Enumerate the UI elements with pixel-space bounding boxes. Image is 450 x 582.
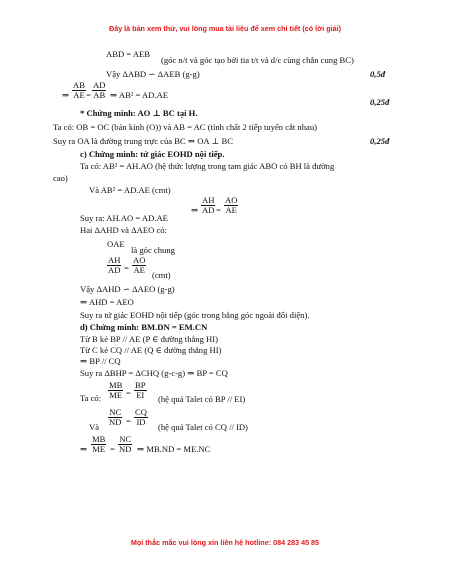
score-label: 0,25đ — [370, 136, 390, 146]
fraction-bp-ei — [134, 381, 147, 400]
equals-sign: = — [124, 263, 129, 273]
equals-sign: = — [126, 388, 131, 398]
text-line: Hai ΔAHD và ΔAEO có: — [80, 225, 167, 235]
text-line: Vậy ΔAHD ∽ ΔAEO (g-g) — [80, 284, 175, 294]
fraction-denominator: AE — [225, 205, 237, 215]
implies-arrow: ⇒ — [80, 444, 88, 454]
reason-line: Ta có: OB = OC (bán kính (O)) và AB = AC (tính chất 2 tiếp tuyến cắt nhau) — [53, 122, 317, 132]
fraction-ah-ad — [107, 256, 121, 275]
fraction-denominator: EI — [136, 390, 145, 400]
fraction-denominator: ME — [92, 444, 106, 454]
fraction-numerator: MB — [92, 434, 106, 444]
fraction-denominator: AD — [108, 265, 121, 275]
implies-arrow: ⇒ — [191, 205, 199, 215]
text-line: Ta có: — [80, 393, 102, 403]
text-line: Suy ra ΔBHP = ΔCHQ (g-c-g) ⇒ BP = CQ — [80, 368, 228, 378]
fraction-numerator: AO — [225, 195, 238, 205]
score-label: 0,5đ — [370, 69, 386, 79]
preview-notice-banner: Đây là bản xem thử, vui lòng mua tài liệu để xem chi tiết (có lời giải) — [109, 24, 341, 33]
fraction-ab-ae — [72, 81, 86, 100]
fraction-denominator: ME — [109, 390, 123, 400]
section-title-c: c) Chứng minh: tứ giác EOHD nội tiếp. — [80, 149, 225, 159]
text-line: Suy ra tứ giác EOHD nội tiếp (góc trong bằng góc ngoài đối diện). — [80, 310, 310, 320]
angle-equality-reason: (góc n/t và góc tạo bởi tia t/t và d/c cùng chắn cung BC) — [161, 55, 354, 65]
angle-equality-math: ABD = AEB — [106, 49, 151, 59]
text-line: (hệ quả Talet có CQ // ID) — [158, 422, 248, 432]
fraction-denominator: AD — [202, 205, 215, 215]
fraction-numerator: AH — [108, 255, 121, 265]
text-line: Và AB² = AD.AE (cmt) — [89, 185, 171, 195]
fraction-nc-nd — [118, 435, 132, 454]
text-line: Và — [89, 422, 100, 432]
fraction-mb-me — [91, 435, 106, 454]
ab-squared-result: ⇒ AB² = AD.AE — [110, 90, 169, 100]
fraction-denominator: ID — [136, 417, 146, 427]
angle-equality-math: ⇒ AHD = AEO — [80, 297, 134, 307]
similar-triangles-line: Vậy ΔABD ∽ ΔAEB (g-g) — [106, 69, 200, 79]
fraction-numerator: AD — [93, 80, 106, 90]
fraction-numerator: AB — [73, 80, 85, 90]
fraction-cq-id — [134, 408, 148, 427]
text-line: là góc chung — [131, 245, 175, 255]
text-line: Từ B kẻ BP // AE (P ∈ đường thẳng HI) — [80, 334, 218, 344]
angle-equality-line — [106, 49, 150, 59]
section-title-d: d) Chứng minh: BM.DN = EM.CN — [80, 322, 208, 332]
text-line: Ta có: AB² = AH.AO (hệ thức lượng trong tam giác ABO có BH là đường — [80, 161, 335, 171]
score-label: 0,25đ — [370, 97, 390, 107]
equals-sign: = — [216, 205, 221, 215]
implies-arrow: ⇒ — [62, 90, 70, 100]
fraction-denominator: ND — [119, 444, 132, 454]
text-line: (cmt) — [152, 270, 171, 280]
fraction-numerator: AH — [202, 195, 215, 205]
conclusion-line: Suy ra OA là đường trung trực của BC ⇒ OA ⊥ BC — [53, 136, 233, 146]
equals-sign: = — [110, 444, 115, 454]
fraction-ao-ae — [224, 196, 238, 215]
fraction-denominator: AE — [133, 265, 145, 275]
fraction-numerator: CQ — [135, 407, 147, 417]
fraction-numerator: BP — [135, 380, 146, 390]
fraction-numerator: NC — [119, 434, 132, 444]
fraction-numerator: AO — [133, 255, 146, 265]
text-line: ⇒ BP // CQ — [80, 356, 121, 366]
fraction-nc-nd — [108, 408, 122, 427]
section-title-ao-perp-bc: * Chứng minh: AO ⊥ BC tại H. — [80, 108, 198, 118]
fraction-ad-ab — [92, 81, 106, 100]
angle-oae-math: OAE — [107, 239, 125, 249]
hotline-footer: Mọi thắc mắc vui lòng xin liên hệ hotline: 084 283 45 85 — [130, 538, 320, 547]
equals-sign: = — [86, 90, 91, 100]
fraction-denominator: AB — [93, 90, 106, 100]
fraction-ah-ad — [201, 196, 215, 215]
fraction-denominator: AE — [73, 90, 85, 100]
fraction-numerator: MB — [109, 380, 123, 390]
text-line: (hệ quả Talet có BP // EI) — [158, 394, 246, 404]
fraction-denominator: ND — [109, 417, 122, 427]
text-line: Từ C kẻ CQ // AE (Q ∈ đường thẳng HI) — [80, 345, 222, 355]
text-line: Suy ra: AH.AO = AD.AE — [80, 213, 168, 223]
final-equality: ⇒ MB.ND = ME.NC — [137, 444, 211, 454]
fraction-numerator: NC — [109, 407, 122, 417]
fraction-mb-me — [108, 381, 123, 400]
text-line: cao) — [53, 173, 68, 183]
fraction-ao-ae — [132, 256, 146, 275]
equals-sign: = — [126, 416, 131, 426]
